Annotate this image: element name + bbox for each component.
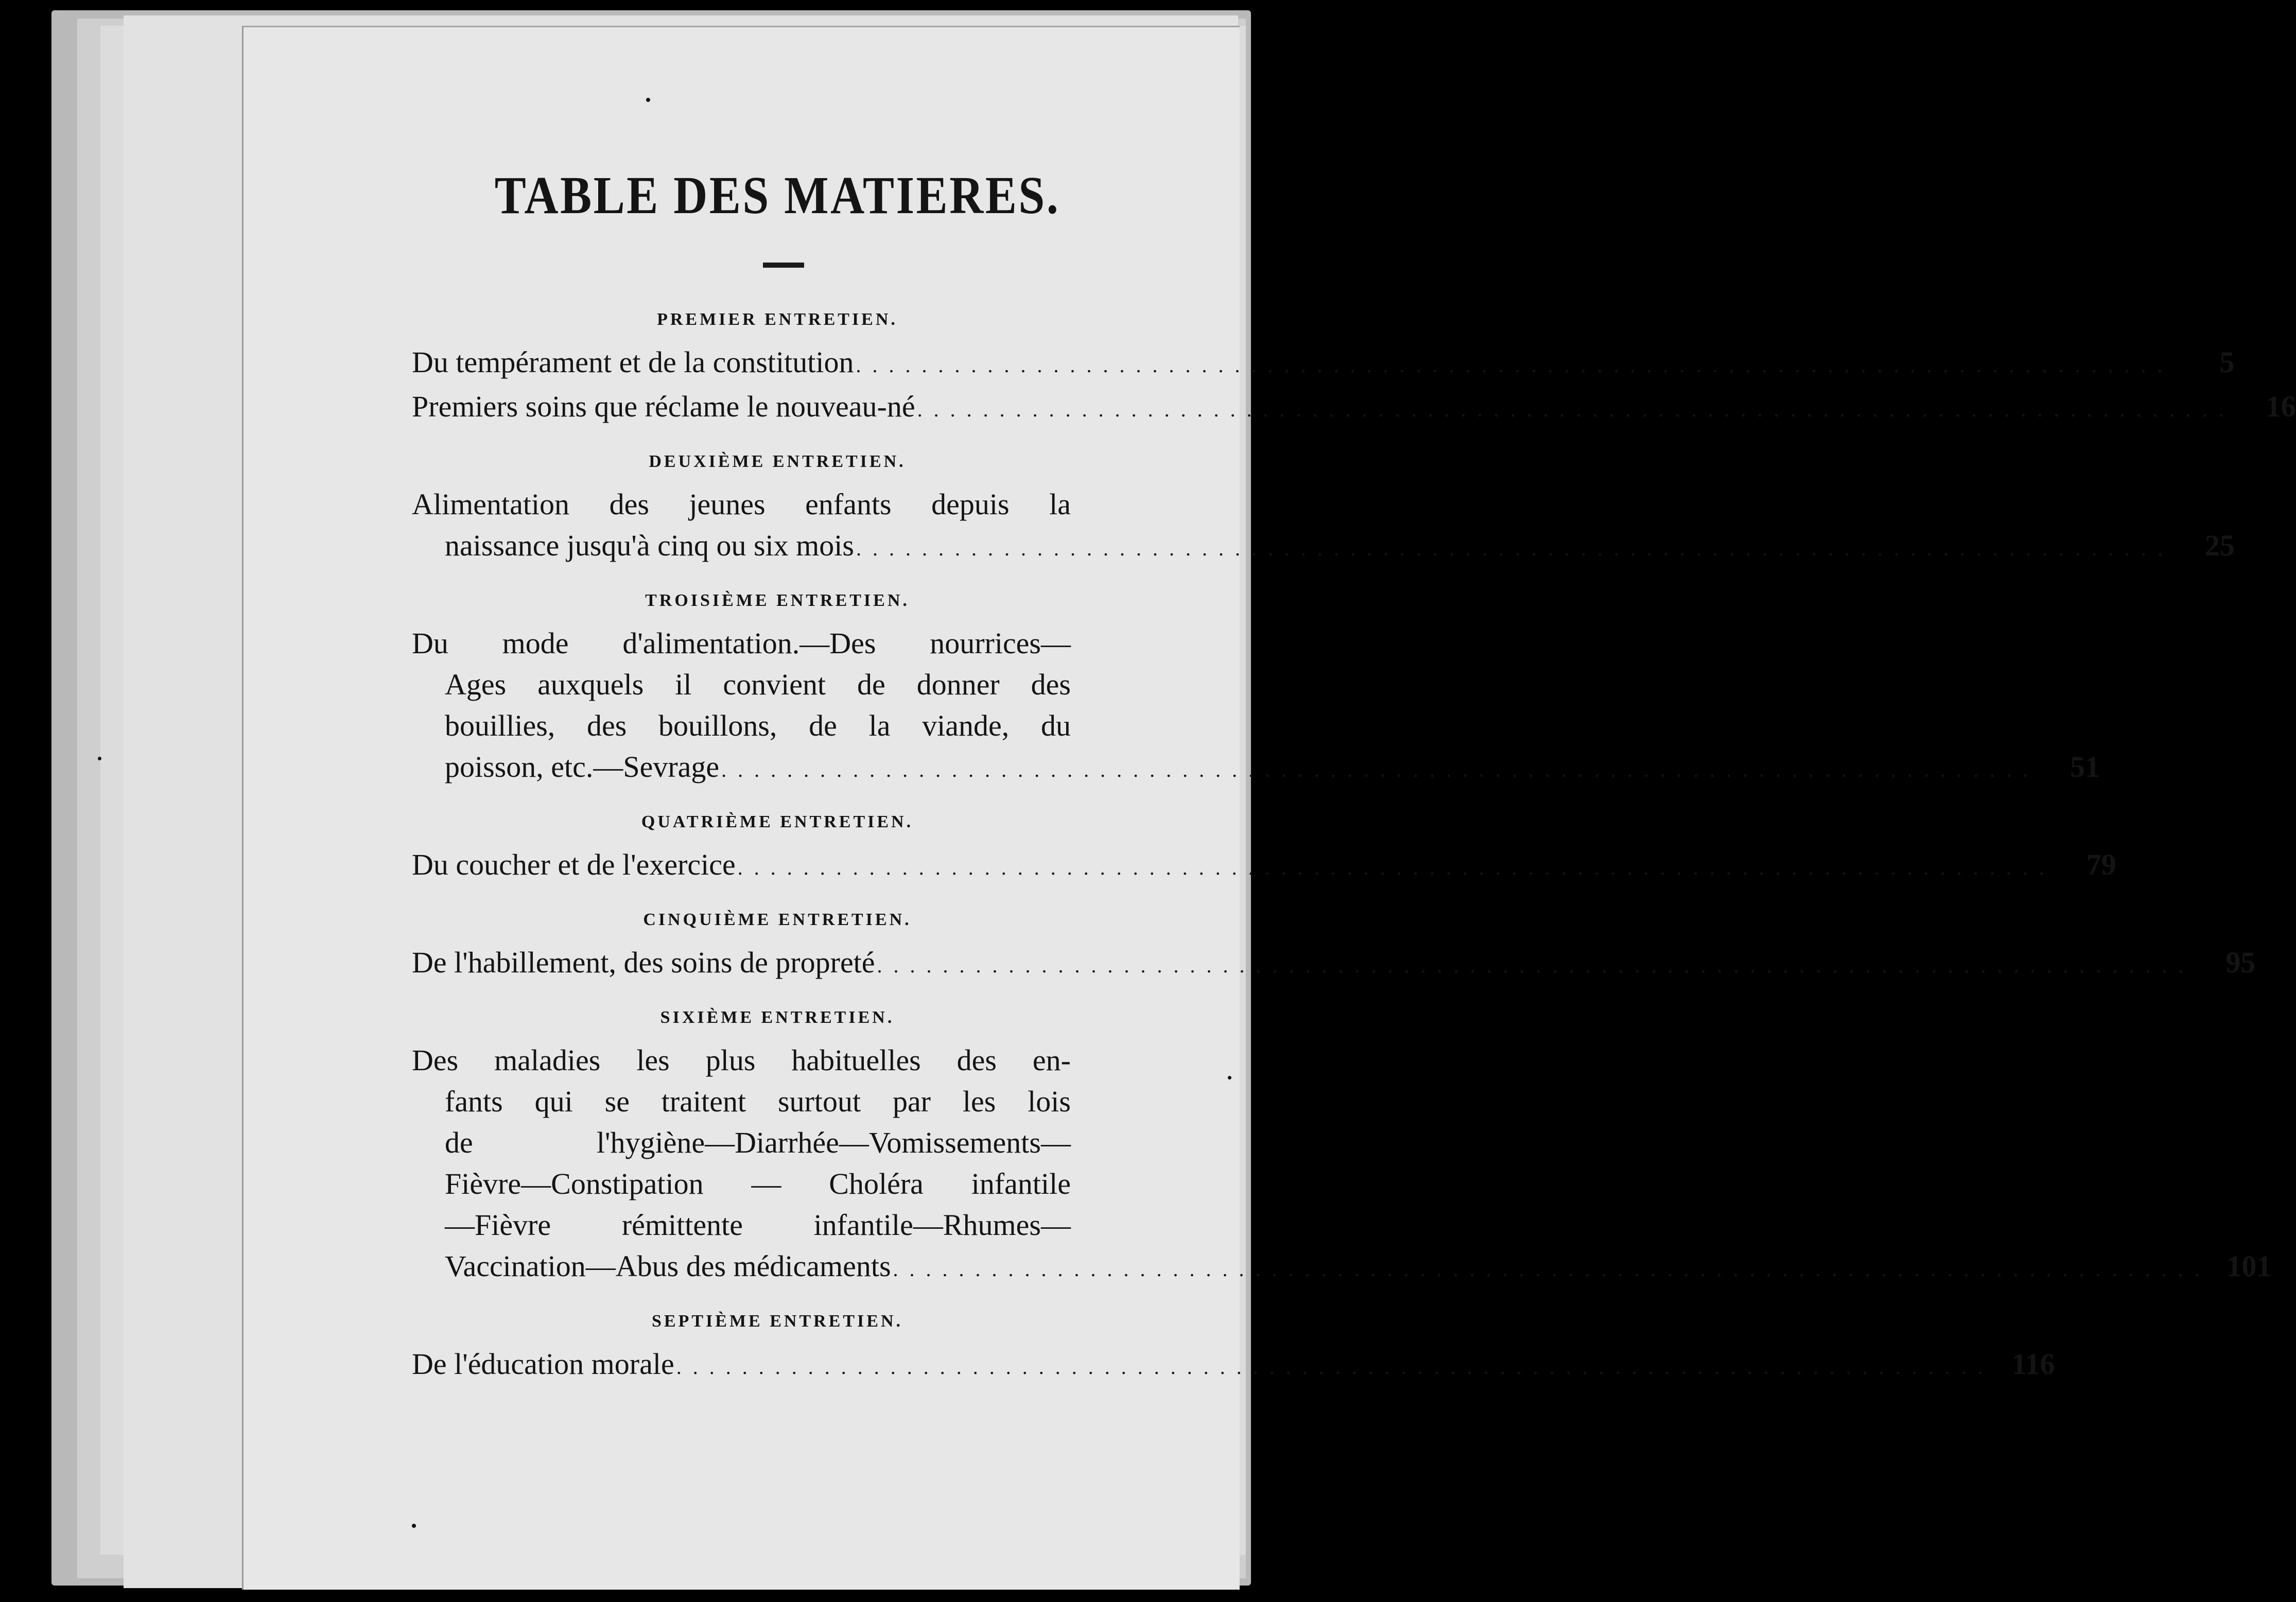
entry-text-line: Du tempérament et de la constitution — [412, 345, 854, 379]
ink-speck — [98, 757, 101, 760]
section-heading: TROISIÈME ENTRETIEN. — [645, 591, 910, 610]
section-heading: DEUXIÈME ENTRETIEN. — [649, 452, 906, 471]
toc-entry — [412, 623, 2100, 791]
page-number: 16 — [2266, 390, 2296, 423]
toc-section — [412, 449, 2235, 569]
dot-leader: . . . . . . . . . . . . . . . . . . . . . . . . . . . . . . . . . . . . . . . . . . . . . . . . . . . . . . . . . . . . . . . . . . . . . . . . . . . . . . . . — [893, 1258, 2203, 1281]
toc-section — [412, 1005, 2272, 1290]
toc-sections — [412, 307, 2296, 1388]
dot-leader: . . . . . . . . . . . . . . . . . . . . . . . . . . . . . . . . . . . . . . . . . . . . . . . . . . . . . . . . . . . . . . . . . . . . . . . . . . . . . . . . — [856, 354, 2166, 377]
ink-speck — [1228, 1076, 1231, 1079]
entry-line — [412, 342, 2235, 386]
ink-speck — [412, 1524, 416, 1528]
dot-leader: . . . . . . . . . . . . . . . . . . . . . . . . . . . . . . . . . . . . . . . . . . . . . . . . . . . . . . . . . . . . . . . . . . . . . . . . . . . . . . . . — [917, 398, 2227, 421]
entry-text-line: Ages auxquels il convient de donner des — [445, 668, 1071, 701]
entry-text-line: Des maladies les plus habituelles des en- — [412, 1043, 1071, 1077]
entry-text-line: Premiers soins que réclame le nouveau-né — [412, 390, 915, 423]
entry-text-line: De l'éducation morale — [412, 1347, 674, 1381]
page-title: TABLE DES MATIERES. — [494, 166, 1060, 225]
dot-leader: . . . . . . . . . . . . . . . . . . . . . . . . . . . . . . . . . . . . . . . . . . . . . . . . . . . . . . . . . . . . . . . . . . . . . . . . . . . . . . . . — [737, 856, 2047, 879]
toc-entry — [412, 484, 2235, 569]
toc-entry — [412, 942, 2256, 986]
entry-text-line: Alimentation des jeunes enfants depuis la — [412, 487, 1071, 521]
toc-entry — [412, 1344, 2055, 1388]
entry-text-line: —Fièvre rémittente infantile—Rhumes— — [445, 1208, 1071, 1242]
toc-section — [412, 1309, 2055, 1388]
toc-section — [412, 907, 2256, 986]
toc-entry — [412, 342, 2235, 386]
entry-text-line: De l'habillement, des soins de propreté — [412, 946, 875, 979]
page-number: 25 — [2204, 529, 2235, 562]
table-of-contents — [412, 160, 2296, 1406]
page-number: 79 — [2086, 848, 2116, 881]
entry-line — [412, 1344, 2055, 1388]
toc-entry — [412, 844, 2116, 889]
dot-leader: . . . . . . . . . . . . . . . . . . . . . . . . . . . . . . . . . . . . . . . . . . . . . . . . . . . . . . . . . . . . . . . . . . . . . . . . . . . . . . . . — [721, 758, 2031, 781]
entry-text-line: Fièvre—Constipation — Choléra infantile — [445, 1167, 1071, 1200]
section-heading: PREMIER ENTRETIEN. — [657, 310, 898, 329]
entry-line — [412, 386, 2296, 430]
section-heading: SIXIÈME ENTRETIEN. — [660, 1008, 895, 1027]
page-number: 51 — [2070, 750, 2100, 783]
section-heading: SEPTIÈME ENTRETIEN. — [652, 1312, 903, 1331]
toc-entry — [412, 386, 2296, 430]
page-number: 5 — [2219, 345, 2235, 379]
page-number: 95 — [2225, 946, 2256, 979]
entry-text-line: fants qui se traitent surtout par les lois — [445, 1085, 1071, 1118]
dot-leader: . . . . . . . . . . . . . . . . . . . . . . . . . . . . . . . . . . . . . . . . . . . . . . . . . . . . . . . . . . . . . . . . . . . . . . . . . . . . . . . . — [856, 537, 2166, 560]
toc-entry — [412, 1040, 2272, 1290]
toc-section — [412, 307, 2296, 430]
entry-text-line: Du mode d'alimentation.—Des nourrices— — [412, 626, 1071, 660]
section-heading: QUATRIÈME ENTRETIEN. — [641, 812, 914, 831]
section-heading: CINQUIÈME ENTRETIEN. — [643, 910, 912, 929]
ink-speck — [646, 98, 650, 102]
toc-section — [412, 588, 2100, 791]
title-rule — [763, 263, 804, 268]
entry-line — [412, 746, 2100, 791]
entry-line — [412, 844, 2116, 889]
entry-line — [412, 942, 2256, 986]
dot-leader: . . . . . . . . . . . . . . . . . . . . . . . . . . . . . . . . . . . . . . . . . . . . . . . . . . . . . . . . . . . . . . . . . . . . . . . . . . . . . . . . — [676, 1355, 1986, 1379]
entry-line — [412, 525, 2235, 569]
page-number: 116 — [2011, 1347, 2055, 1381]
entry-text-line: bouillies, des bouillons, de la viande, du — [445, 709, 1071, 742]
entry-text-line: de l'hygiène—Diarrhée—Vomissements— — [445, 1126, 1071, 1159]
entry-text-line: Du coucher et de l'exercice — [412, 848, 736, 881]
entry-text-line: poisson, etc.—Sevrage — [445, 750, 720, 783]
entry-line — [412, 1246, 2272, 1290]
dot-leader: . . . . . . . . . . . . . . . . . . . . . . . . . . . . . . . . . . . . . . . . . . . . . . . . . . . . . . . . . . . . . . . . . . . . . . . . . . . . . . . . — [877, 954, 2187, 977]
toc-section — [412, 809, 2116, 889]
page-number: 101 — [2227, 1249, 2272, 1283]
entry-text-line: Vaccination—Abus des médicaments — [445, 1249, 891, 1283]
entry-text-line: naissance jusqu'à cinq ou six mois — [445, 529, 854, 562]
